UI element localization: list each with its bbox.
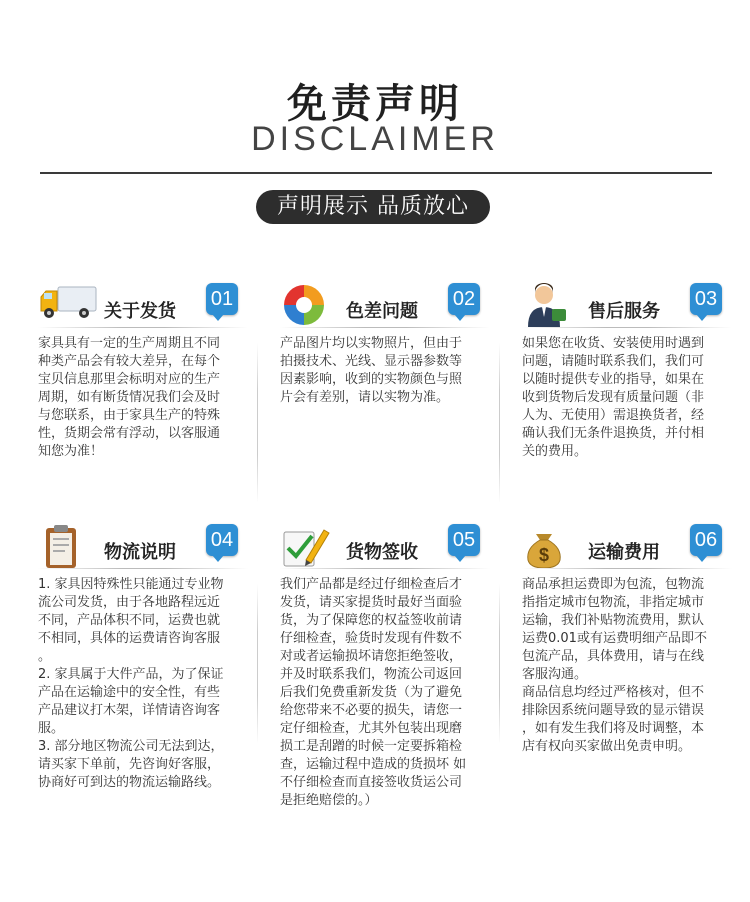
- card-title: 色差问题: [346, 301, 418, 322]
- card-title: 关于发货: [104, 301, 176, 322]
- money-bag-icon: [522, 524, 582, 574]
- check-pencil-icon: [280, 524, 340, 574]
- card-number-badge: 03: [690, 283, 722, 315]
- svg-text:$: $: [538, 545, 550, 565]
- clipboard-icon: [38, 524, 98, 574]
- card-number-badge: 04: [206, 524, 238, 556]
- card-text: 产品图片均以实物照片，但由于 拍摄技术、光线、显示器参数等 因素影响，收到的实物颜色与照 片会有差别，请以实物为准。: [280, 336, 463, 405]
- card-title: 运输费用: [588, 542, 660, 563]
- card-underline: [522, 327, 732, 328]
- card-separator: [257, 343, 258, 503]
- card-text: 如果您在收货、安装使用时遇到 问题，请随时联系我们，我们可 以随时提供专业的指导，如果在 收到货物后发现有质量问题（非 人为、无使用）需退换货者，经 确认我们无条件退换货，并付相 关的费用。: [522, 336, 705, 459]
- card-underline: [38, 568, 248, 569]
- delivery-truck-icon: [38, 283, 98, 333]
- badge-pill: 声明展示 品质放心: [256, 190, 490, 224]
- card-title: 货物签收: [346, 542, 418, 563]
- card-number-badge: 06: [690, 524, 722, 556]
- card-title: 物流说明: [104, 542, 176, 563]
- service-agent-icon: [522, 283, 582, 333]
- card-number-badge: 05: [448, 524, 480, 556]
- page-title-en: DISCLAIMER: [251, 120, 499, 158]
- card-underline: [38, 327, 248, 328]
- card-text: 家具具有一定的生产周期且不同 种类产品会有较大差异，在每个 宝贝信息那里会标明对应的生产 周期，如有断货情况我们会及时 与您联系，由于家具生产的特殊 性，货期会常有浮动，以客服通 知您为准！: [38, 336, 221, 459]
- card-title: 售后服务: [588, 301, 660, 322]
- page-title-cn: 免责声明: [287, 81, 463, 127]
- card-text: 商品承担运费即为包流，包物流 指指定城市包物流，非指定城市 运输，我们补贴物流费用，默认 运费0.01或有运费明细产品即不 包流产品，具体费用，请与在线 客服沟通。 商品信息均经过严格核对，但不 排除因系统问题导致的显示错误 ，如有发生我们将及时调整，本 店有权向买家做出免责申明。: [522, 577, 707, 754]
- card-number-badge: 01: [206, 283, 238, 315]
- card-underline: [522, 568, 732, 569]
- card-underline: [280, 327, 490, 328]
- card-number-badge: 02: [448, 283, 480, 315]
- card-underline: [280, 568, 490, 569]
- card-separator: [499, 343, 500, 503]
- color-wheel-icon: [280, 283, 340, 333]
- divider-line: [40, 172, 712, 174]
- card-text: 我们产品都是经过仔细检查后才 发货，请买家提货时最好当面验 货，为了保障您的权益签收前请 仔细检查，验货时发现有件数不 对或者运输损坏请您拒绝签收， 并及时联系我们，物流公司返回 后我们免费重新发货（为了避免 给您带来不必要的损失，请您一 定仔细检查，尤其外包装出现磨 损工是刮蹭的时候一定要拆箱检 查，运输过程中造成的货损坏 如 不仔细检查而直接签收货运公司 是拒绝赔偿的。）: [280, 577, 467, 808]
- card-text: 1. 家具因特殊性只能通过专业物 流公司发货，由于各地路程远近 不同，产品体积不同，运费也就 不相同，具体的运费请咨询客服 。 2. 家具属于大件产品，为了保证 产品在运输途中的安全性，有些 产品建议打木架，详情请咨询客 服。 3. 部分地区物流公司无法到达， 请买家下单前，先咨询好客服， 协商好可到达的物流运输路线。: [38, 577, 224, 790]
- card-separator: [257, 584, 258, 744]
- card-separator: [499, 584, 500, 744]
